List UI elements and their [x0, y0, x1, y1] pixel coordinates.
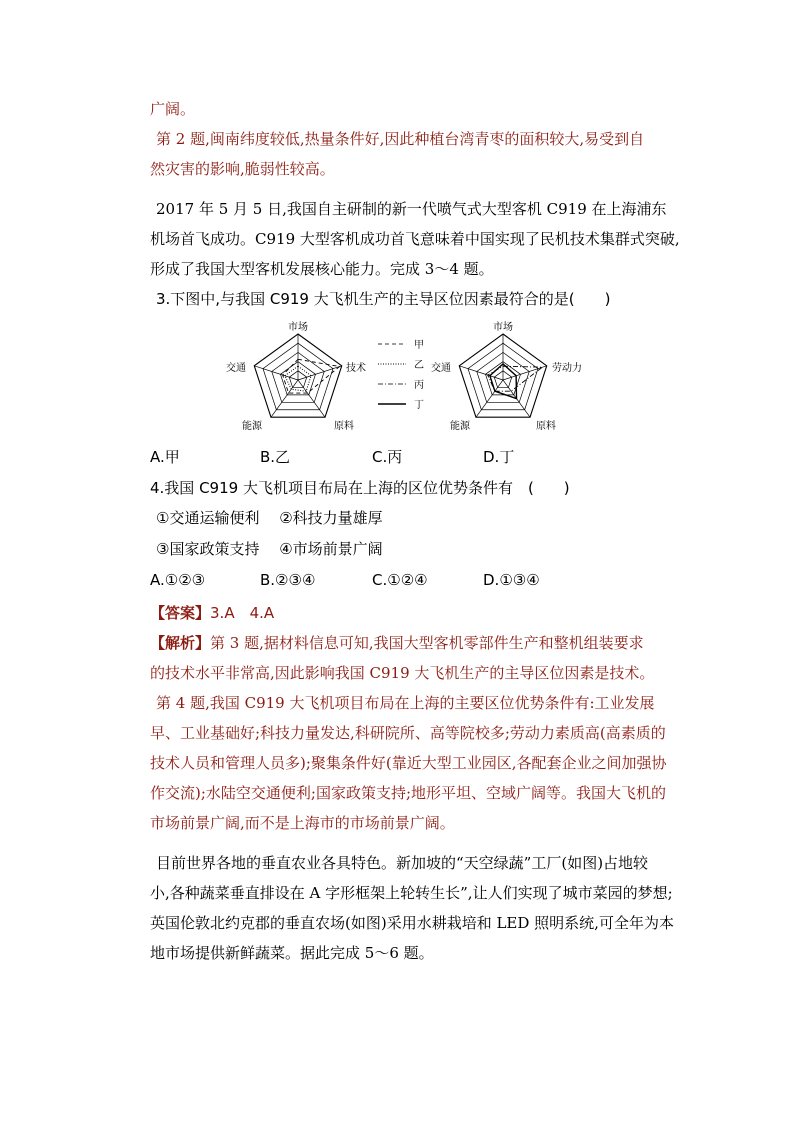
legend-label-yi: 乙 — [414, 360, 424, 371]
analysis-q2-line2: 然灾害的影响,脆弱性较高。 — [150, 160, 335, 178]
right-label-material: 原料 — [536, 421, 556, 432]
right-label-energy: 能源 — [450, 421, 470, 432]
material-5-line1: 目前世界各地的垂直农业各具特色。新加坡的“天空绿蔬”工厂(如图)占地较 — [156, 854, 649, 872]
legend-label-ding: 丁 — [414, 400, 424, 411]
analysis-q2-line1: 第 2 题,闽南纬度较低,热量条件好,因此种植台湾青枣的面积较大,易受到自 — [156, 130, 645, 148]
question-4: 4.我国 C919 大飞机项目布局在上海的区位优势条件有 ( ) — [150, 479, 570, 497]
material-line2: 机场首飞成功。C919 大型客机成功首飞意味着中国实现了民机技术集群式突破, — [150, 230, 680, 248]
right-radar-chart — [459, 334, 546, 417]
material-5-line4: 地市场提供新鲜蔬菜。据此完成 5～6 题。 — [150, 944, 434, 962]
right-label-transport: 交通 — [431, 363, 451, 374]
analysis-line6: 作交流);水陆空交通便利;国家政策支持;地形平坦、空域广阔等。我国大飞机的 — [150, 784, 667, 802]
q3-option-d[interactable]: D.丁 — [483, 448, 515, 466]
material-5-line3: 英国伦敦北约克郡的垂直农场(如图)采用水耕栽培和 LED 照明系统,可全年为本 — [150, 914, 674, 932]
right-label-labor: 劳动力 — [552, 363, 582, 374]
question-3: 3.下图中,与我国 C919 大飞机生产的主导区位因素最符合的是( ) — [156, 290, 611, 308]
left-radar-chart — [254, 334, 341, 417]
analysis-tag: 【解析】 — [150, 634, 211, 652]
q4-option-b[interactable]: B.②③④ — [260, 571, 316, 589]
left-label-material: 原料 — [334, 421, 354, 432]
q4-items-row2: ③国家政策支持 ④市场前景广阔 — [156, 540, 383, 558]
left-label-transport: 交通 — [226, 363, 246, 374]
answer-tag: 【答案】 — [150, 604, 211, 622]
material-5-line2: 小,各种蔬菜垂直排设在 A 字形框架上轮转生长”,让人们实现了城市菜园的梦想; — [150, 884, 673, 902]
q4-option-a[interactable]: A.①②③ — [150, 571, 206, 589]
analysis-line4: 早、工业基础好;科技力量发达,科研院所、高等院校多;劳动力素质高(高素质的 — [150, 724, 666, 742]
material-line1: 2017 年 5 月 5 日,我国自主研制的新一代喷气式大型客机 C919 在上海浦东 — [156, 200, 667, 218]
analysis-continuation: 广阔。 — [150, 100, 196, 118]
q4-items-row1: ①交通运输便利 ②科技力量雄厚 — [156, 509, 383, 527]
left-label-market: 市场 — [288, 322, 308, 333]
analysis-line5: 技术人员和管理人员多);聚集条件好(靠近大型工业园区,各配套企业之间加强协 — [150, 754, 667, 772]
q4-option-c[interactable]: C.①②④ — [372, 571, 428, 589]
analysis-line7: 市场前景广阔,而不是上海市的市场前景广阔。 — [150, 814, 455, 832]
left-label-energy: 能源 — [242, 421, 262, 432]
material-line3: 形成了我国大型客机发展核心能力。完成 3～4 题。 — [150, 260, 494, 278]
analysis-line2: 的技术水平非常高,因此影响我国 C919 大飞机生产的主导区位因素是技术。 — [150, 664, 655, 682]
answer-line — [150, 603, 274, 623]
q3-option-b[interactable]: B.乙 — [260, 448, 291, 466]
analysis-text1: 第 3 题,据材料信息可知,我国大型客机零部件生产和整机组装要求 — [210, 634, 644, 652]
legend-label-bing: 丙 — [414, 380, 424, 391]
q3-option-c[interactable]: C.丙 — [372, 448, 403, 466]
radar-figure — [220, 318, 600, 436]
q3-option-a[interactable]: A.甲 — [150, 448, 180, 466]
left-label-tech: 技术 — [346, 363, 366, 374]
q4-option-d[interactable]: D.①③④ — [483, 571, 540, 589]
legend-label-jia: 甲 — [414, 340, 424, 351]
analysis-line3: 第 4 题,我国 C919 大飞机项目布局在上海的主要区位优势条件有:工业发展 — [156, 694, 655, 712]
answer-text: 3.A 4.A — [210, 604, 275, 622]
analysis-line1 — [150, 633, 644, 653]
right-label-market: 市场 — [493, 322, 513, 333]
